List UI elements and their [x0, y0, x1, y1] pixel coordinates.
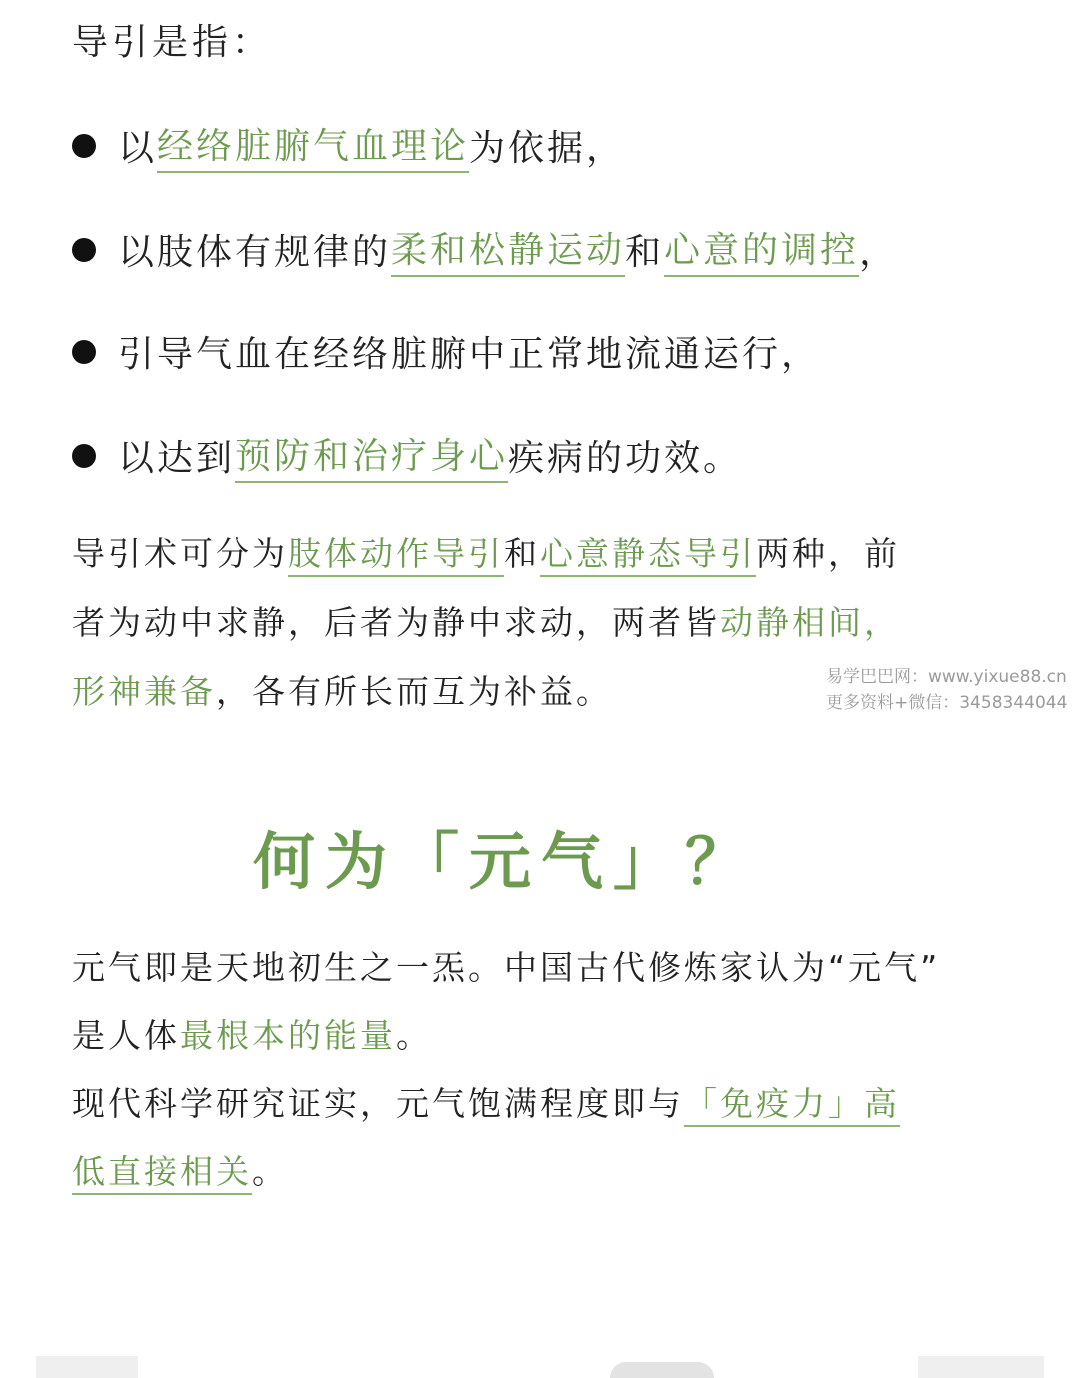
bullet-item — [72, 118, 625, 173]
text: 和 — [625, 232, 665, 273]
bottom-decoration — [36, 1356, 138, 1378]
text: 元气即是天地初生之一炁。中国古代修炼家认为“元气” — [72, 948, 941, 987]
section-title: 何为「元气」？ — [252, 825, 757, 898]
paragraph-line — [72, 1078, 900, 1125]
paragraph-line — [72, 666, 612, 713]
bullet-item — [72, 428, 742, 483]
text: 引导气血在经络脏腑中正常地流通运行， — [118, 334, 821, 375]
bullet-item — [72, 222, 898, 277]
text: 以达到 — [118, 438, 236, 479]
highlight: 「免疫力」高 — [684, 1084, 900, 1127]
paragraph-line — [72, 942, 940, 989]
paragraph-line — [72, 597, 900, 644]
highlight: 肢体动作导引 — [288, 534, 504, 577]
text: 为依据， — [469, 128, 626, 169]
watermark — [826, 664, 1067, 716]
highlight: 最根本的能量 — [180, 1016, 396, 1055]
text: 两种，前 — [756, 534, 900, 573]
text: 以 — [118, 128, 158, 169]
text: 者为动中求静，后者为静中求动，两者皆 — [72, 603, 720, 642]
highlight: 预防和治疗身心 — [235, 428, 508, 483]
text: 导引术可分为 — [72, 534, 288, 573]
text: ， — [859, 232, 899, 273]
bullet-dot-icon — [72, 134, 96, 158]
bottom-decoration — [610, 1362, 714, 1378]
text: 。 — [396, 1016, 432, 1055]
highlight: 柔和松静运动 — [391, 222, 625, 277]
text: 。 — [252, 1152, 288, 1191]
highlight: 经络脏腑气血理论 — [157, 118, 469, 173]
highlight: 心意静态导引 — [540, 534, 756, 577]
highlight: 心意的调控 — [664, 222, 859, 277]
watermark-line: 易学巴巴网：www.yixue88.cn — [826, 667, 1067, 687]
watermark-line: 更多资料+微信：3458344044 — [826, 693, 1068, 713]
text: 疾病的功效。 — [508, 438, 743, 479]
text: 是人体 — [72, 1016, 180, 1055]
text: 以肢体有规律的 — [118, 232, 392, 273]
text: 和 — [504, 534, 540, 573]
text: 现代科学研究证实，元气饱满程度即与 — [72, 1084, 684, 1123]
bullet-dot-icon — [72, 444, 96, 468]
paragraph-line — [72, 528, 900, 575]
paragraph-line — [72, 1010, 432, 1057]
highlight: 动静相间， — [720, 603, 900, 642]
text: ，各有所长而互为补益。 — [216, 672, 612, 711]
bullet-dot-icon — [72, 340, 96, 364]
bullet-item — [72, 326, 820, 377]
highlight: 低直接相关 — [72, 1152, 252, 1195]
highlight: 形神兼备 — [72, 672, 216, 711]
bullet-dot-icon — [72, 238, 96, 262]
paragraph-line — [72, 1146, 288, 1193]
bottom-decoration — [918, 1356, 1044, 1378]
intro-heading: 导引是指： — [72, 22, 273, 63]
